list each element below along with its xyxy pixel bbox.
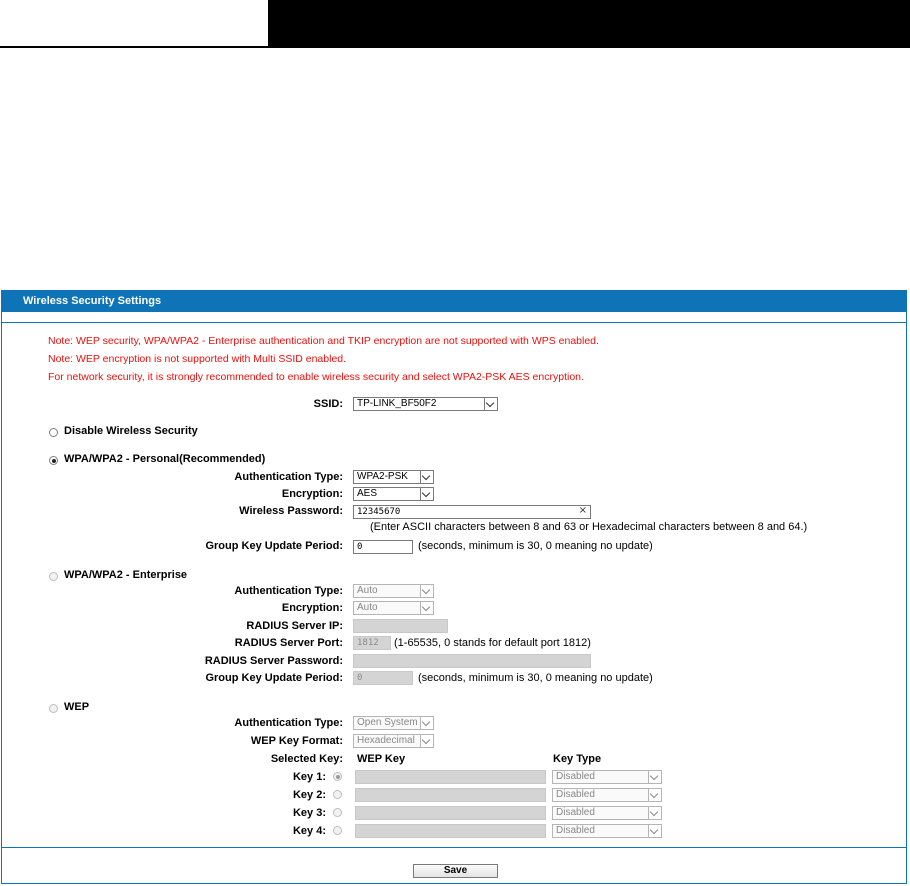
title-divider [2, 322, 906, 323]
radius-port-value: 1812 [357, 638, 379, 648]
enterprise-group-key-label: Group Key Update Period: [205, 672, 343, 684]
wpa-personal-radio[interactable] [49, 456, 58, 465]
personal-auth-select[interactable] [353, 470, 434, 484]
enterprise-enc-value: Auto [357, 602, 378, 613]
radius-password-input[interactable] [353, 654, 591, 668]
key-3-type-value: Disabled [556, 807, 595, 818]
key-2-type-select[interactable] [552, 788, 662, 802]
personal-auth-value: WPA2-PSK [357, 471, 408, 482]
key-4-type-value: Disabled [556, 825, 595, 836]
key-4-type-select[interactable] [552, 824, 662, 838]
key-2-input[interactable] [355, 788, 546, 802]
personal-auth-label: Authentication Type: [234, 471, 343, 483]
personal-enc-label: Encryption: [281, 488, 343, 500]
ssid-select[interactable] [353, 397, 498, 411]
personal-group-key-input[interactable] [353, 540, 413, 554]
wireless-password-input[interactable] [353, 505, 591, 519]
banner-logo-area [0, 0, 268, 48]
ssid-label: SSID: [313, 398, 343, 410]
wep-format-select[interactable] [353, 734, 434, 748]
note-recommendation: For network security, it is strongly recommended to enable wireless security and select WPA2-PSK AES encryption. [48, 371, 584, 383]
chevron-down-icon [648, 789, 661, 801]
key-3-label: Key 3: [292, 807, 326, 819]
wireless-password-hint: (Enter ASCII characters between 8 and 63 or Hexadecimal characters between 8 and 64.) [370, 521, 808, 533]
key-1-input[interactable] [355, 770, 546, 784]
wep-auth-label: Authentication Type: [234, 717, 343, 729]
chevron-down-icon [420, 602, 433, 614]
chevron-down-icon [484, 398, 497, 410]
chevron-down-icon [420, 585, 433, 597]
wireless-password-label: Wireless Password: [239, 505, 343, 517]
radius-port-input[interactable] [353, 636, 391, 650]
note-multi-ssid: Note: WEP encryption is not supported with Multi SSID enabled. [48, 353, 347, 365]
enterprise-auth-label: Authentication Type: [234, 585, 343, 597]
enterprise-enc-select[interactable] [353, 601, 434, 615]
personal-enc-select[interactable] [353, 487, 434, 501]
enterprise-group-key-input[interactable] [353, 671, 413, 685]
radius-password-label: RADIUS Server Password: [204, 655, 343, 667]
save-button[interactable]: Save [413, 864, 498, 878]
key-4-radio[interactable] [333, 826, 342, 835]
wep-label: WEP [64, 701, 90, 713]
key-3-input[interactable] [355, 806, 546, 820]
wep-auth-value: Open System [357, 717, 418, 728]
key-2-type-value: Disabled [556, 789, 595, 800]
disable-security-label: Disable Wireless Security [64, 425, 198, 437]
chevron-down-icon [420, 488, 433, 500]
chevron-down-icon [420, 735, 433, 747]
personal-group-key-value: 0 [357, 542, 363, 552]
key-1-radio[interactable] [333, 772, 342, 781]
key-type-header: Key Type [553, 753, 602, 765]
enterprise-enc-label: Encryption: [281, 602, 343, 614]
radius-port-hint: (1-65535, 0 stands for default port 1812) [394, 637, 591, 649]
wep-key-header: WEP Key [357, 753, 406, 765]
radius-ip-input[interactable] [353, 619, 448, 633]
wpa-personal-label: WPA/WPA2 - Personal(Recommended) [64, 453, 266, 465]
clear-icon[interactable]: × [578, 505, 587, 516]
key-2-radio[interactable] [333, 790, 342, 799]
wpa-enterprise-label: WPA/WPA2 - Enterprise [64, 569, 188, 581]
key-1-type-select[interactable] [552, 770, 662, 784]
wep-format-label: WEP Key Format: [250, 735, 343, 747]
personal-group-key-label: Group Key Update Period: [205, 540, 343, 552]
radius-ip-label: RADIUS Server IP: [246, 620, 343, 632]
wpa-enterprise-radio[interactable] [49, 572, 58, 581]
wep-auth-select[interactable] [353, 716, 434, 730]
enterprise-group-key-hint: (seconds, minimum is 30, 0 meaning no update) [418, 672, 653, 684]
chevron-down-icon [648, 807, 661, 819]
radius-port-label: RADIUS Server Port: [234, 637, 343, 649]
disable-security-radio[interactable] [49, 428, 58, 437]
enterprise-auth-select[interactable] [353, 584, 434, 598]
note-wps: Note: WEP security, WPA/WPA2 - Enterprise authentication and TKIP encryption are not supported with WPS enabled. [48, 335, 599, 347]
key-3-type-select[interactable] [552, 806, 662, 820]
key-4-input[interactable] [355, 824, 546, 838]
wireless-password-value: 12345670 [357, 507, 401, 517]
chevron-down-icon [648, 825, 661, 837]
enterprise-auth-value: Auto [357, 585, 378, 596]
selected-key-label: Selected Key: [270, 753, 343, 765]
chevron-down-icon [648, 771, 661, 783]
key-1-type-value: Disabled [556, 771, 595, 782]
banner-black-band [268, 0, 910, 48]
ssid-value: TP-LINK_BF50F2 [357, 398, 437, 409]
panel-title: Wireless Security Settings [2, 291, 906, 312]
key-3-radio[interactable] [333, 808, 342, 817]
wep-format-value: Hexadecimal [357, 735, 415, 746]
key-1-label: Key 1: [292, 771, 326, 783]
enterprise-group-key-value: 0 [357, 673, 363, 683]
chevron-down-icon [420, 717, 433, 729]
key-2-label: Key 2: [292, 789, 326, 801]
key-4-label: Key 4: [292, 825, 326, 837]
wep-radio[interactable] [49, 704, 58, 713]
personal-group-key-hint: (seconds, minimum is 30, 0 meaning no update) [418, 540, 653, 552]
personal-enc-value: AES [357, 488, 378, 499]
top-banner [0, 0, 910, 48]
bottom-divider [2, 847, 906, 848]
chevron-down-icon [420, 471, 433, 483]
